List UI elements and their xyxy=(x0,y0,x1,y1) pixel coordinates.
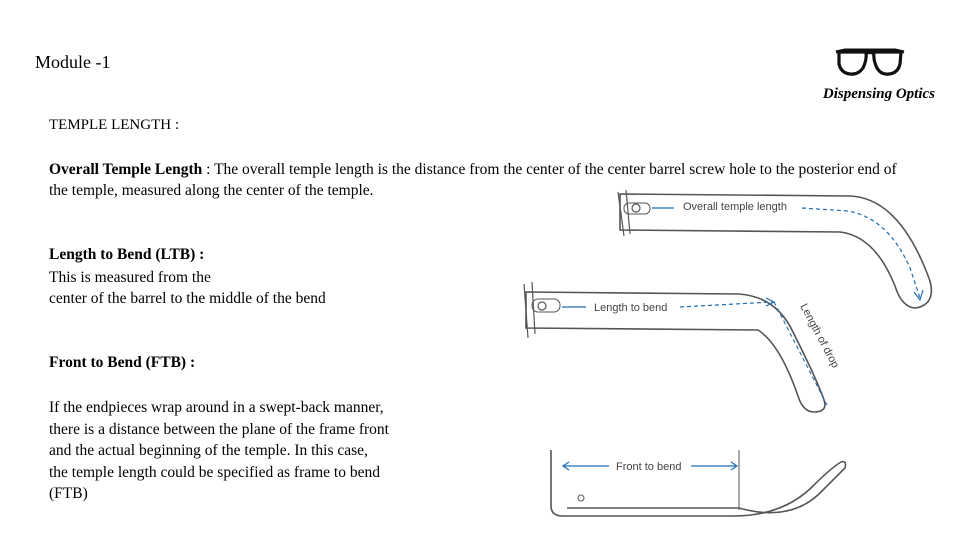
drop-label: Length of drop xyxy=(797,301,842,371)
eyeglasses-icon xyxy=(833,46,907,78)
ltb-line-2: center of the barrel to the middle of the bend xyxy=(49,290,326,307)
length-to-bend-diagram xyxy=(518,272,858,422)
temple-outline xyxy=(526,292,825,412)
front-to-bend-diagram xyxy=(543,446,853,522)
module-label: Module -1 xyxy=(35,52,111,72)
screw-hole-icon xyxy=(578,495,584,501)
ftb-description xyxy=(49,397,459,505)
brand-name: Dispensing Optics xyxy=(822,86,935,102)
ltb-diagram-label: Length to bend xyxy=(594,302,668,314)
ftb-title: Front to Bend (FTB) : xyxy=(49,354,196,371)
ftb-line: the temple length could be specified as frame to bend xyxy=(49,463,380,481)
overall-term: Overall Temple Length xyxy=(49,161,203,178)
ftb-line: there is a distance between the plane of the frame front xyxy=(49,420,389,438)
temple-outline xyxy=(551,462,846,516)
ftb-line: and the actual beginning of the temple. In this case, xyxy=(49,442,368,459)
ltb-description xyxy=(49,267,429,309)
ftb-diagram-label: Front to bend xyxy=(616,461,682,473)
overall-definition: : The overall temple length is the distance from the center of the center barrel screw hole to the posterior end of the temple, measured along the center of the temple. xyxy=(49,161,897,199)
ltb-line-1: This is measured from the xyxy=(49,269,211,286)
ltb-title: Length to Bend (LTB) : xyxy=(49,246,205,263)
overall-length-label: Overall temple length xyxy=(683,201,787,213)
section-heading: TEMPLE LENGTH : xyxy=(49,117,179,133)
ftb-line: (FTB) xyxy=(49,485,88,502)
ftb-line: If the endpieces wrap around in a swept-back manner, xyxy=(49,399,384,416)
